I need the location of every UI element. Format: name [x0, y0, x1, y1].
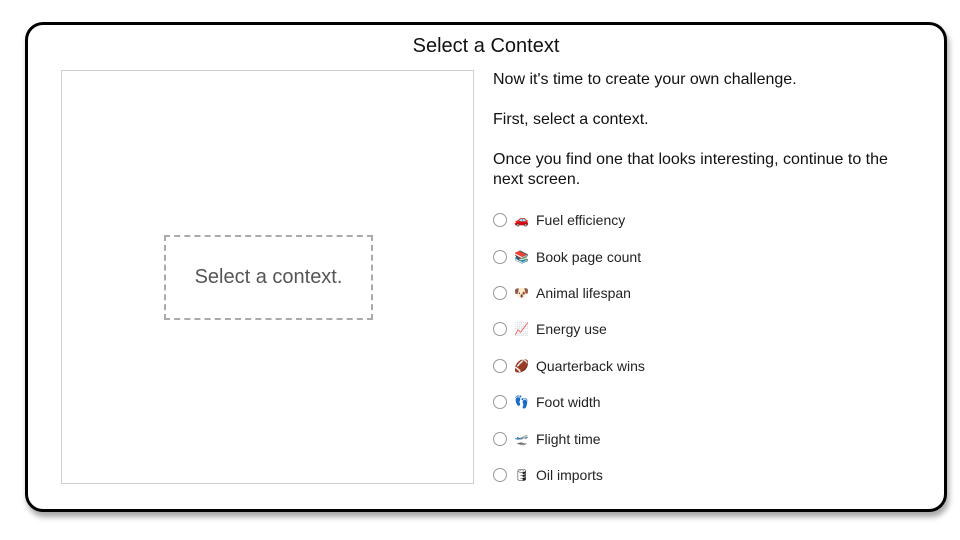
radio-button[interactable]: [493, 468, 507, 482]
radio-button[interactable]: [493, 359, 507, 373]
context-label: Flight time: [536, 430, 601, 447]
airplane-icon: 🛫: [514, 431, 529, 446]
dog-face-icon: 🐶: [514, 285, 529, 300]
context-preview-panel: [61, 70, 474, 484]
instruction-select: First, select a context.: [493, 111, 649, 128]
radio-button[interactable]: [493, 250, 507, 264]
radio-button[interactable]: [493, 432, 507, 446]
context-label: Quarterback wins: [536, 357, 645, 374]
preview-placeholder: [164, 235, 373, 320]
radio-button[interactable]: [493, 286, 507, 300]
context-label: Book page count: [536, 248, 642, 265]
context-option-flight-time[interactable]: [493, 420, 913, 456]
instructions-panel: [493, 70, 913, 493]
footprints-icon: 👣: [514, 395, 529, 410]
preview-placeholder-text: Select a context.: [194, 266, 343, 288]
radio-button[interactable]: [493, 213, 507, 227]
instruction-intro: Now it's time to create your own challenge.: [493, 71, 797, 88]
page-title: Select a Context: [412, 35, 560, 57]
instruction-continue: Once you find one that looks interesting, continue to the next screen.: [493, 151, 888, 188]
context-option-quarterback-wins[interactable]: [493, 348, 913, 384]
context-label: Animal lifespan: [536, 284, 631, 301]
context-label: Oil imports: [536, 466, 603, 483]
books-icon: 📚: [514, 249, 529, 264]
context-label: Foot width: [536, 394, 601, 411]
oil-drum-icon: 🛢: [514, 467, 530, 482]
context-option-book-page-count[interactable]: [493, 238, 913, 274]
context-label: Energy use: [536, 321, 607, 338]
context-option-animal-lifespan[interactable]: [493, 275, 913, 311]
football-icon: 🏈: [514, 358, 529, 373]
context-option-oil-imports[interactable]: [493, 457, 913, 493]
car-icon: 🚗: [514, 213, 529, 228]
challenge-window: [25, 22, 947, 512]
chart-increasing-icon: 📈: [514, 322, 529, 337]
radio-button[interactable]: [493, 322, 507, 336]
context-option-foot-width[interactable]: [493, 384, 913, 420]
context-options: [493, 202, 913, 493]
radio-button[interactable]: [493, 395, 507, 409]
context-option-fuel-efficiency[interactable]: [493, 202, 913, 238]
context-label: Fuel efficiency: [536, 212, 626, 229]
context-option-energy-use[interactable]: [493, 311, 913, 347]
